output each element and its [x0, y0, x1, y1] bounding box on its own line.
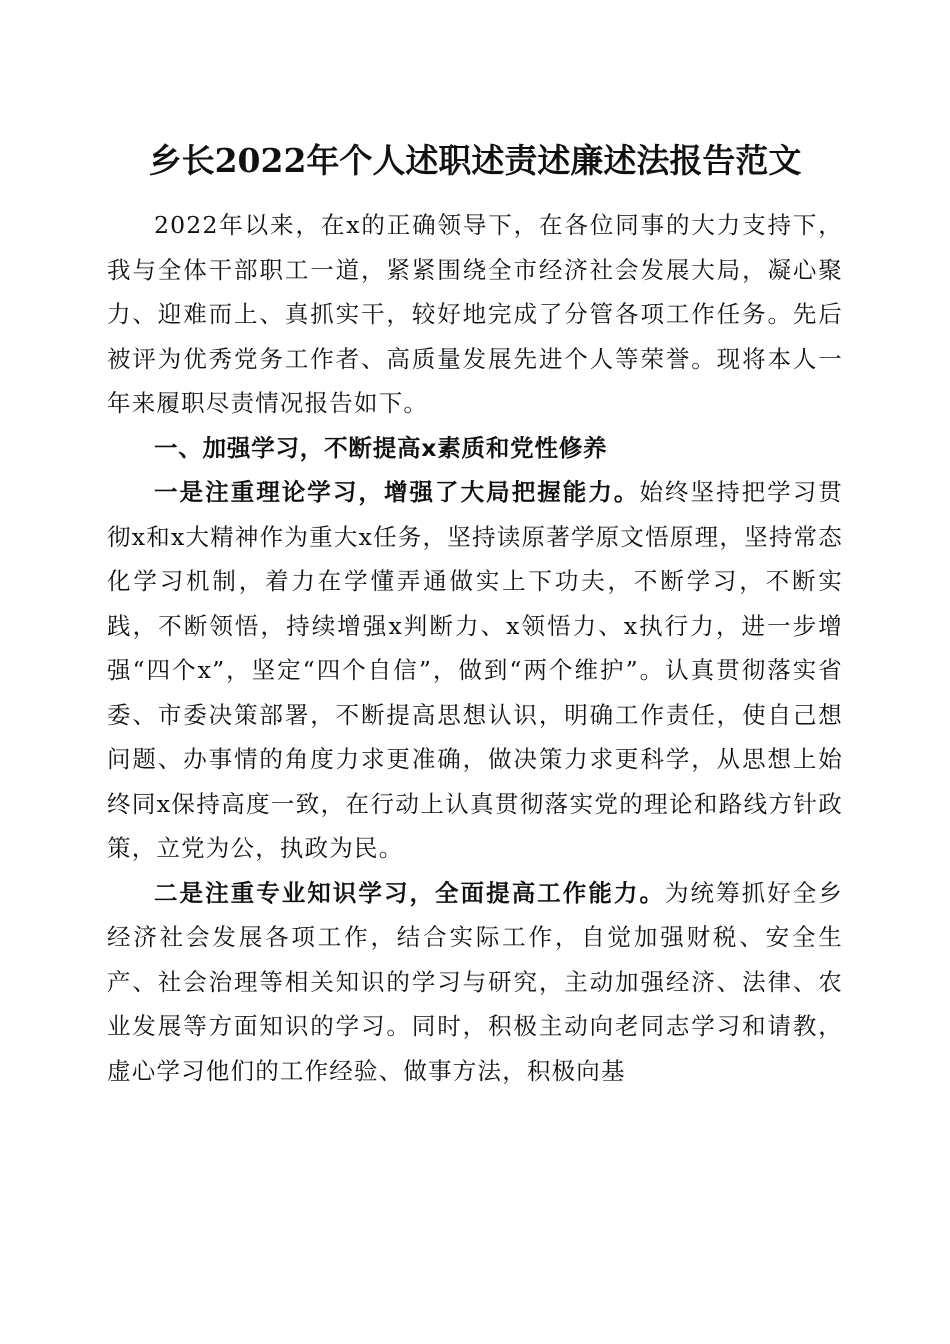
section-heading: 一、加强学习，不断提高x素质和党性修养	[154, 433, 608, 462]
intro-paragraph: 2022年以来，在x的正确领导下，在各位同事的大力支持下，我与全体干部职工一道，紧紧围绕全市经济社会发展大局，凝心聚力、迎难而上、真抓实干，较好地完成了分管各项工作任务。先后被评为优秀党务工作者、高质量发展先进个人等荣誉。现将本人一年来履职尽责情况报告如下。	[107, 211, 843, 417]
paragraph-2	[107, 871, 843, 1094]
paragraph-1	[107, 470, 843, 871]
paragraph-1-lead: 一是注重理论学习，增强了大局把握能力。	[154, 478, 640, 506]
document-title: 乡长2022年个人述职述责述廉述法报告范文	[148, 141, 802, 180]
document-body	[107, 203, 843, 1093]
paragraph-2-lead: 二是注重专业知识学习，全面提高工作能力。	[154, 878, 665, 907]
paragraph-1-body: 始终坚持把学习贯彻x和x大精神作为重大x任务，坚持读原著学原文悟原理，坚持常态化学习机制，着力在学懂弄通做实上下功夫，不断学习，不断实践，不断领悟，持续增强x判断力、x领悟力、x执行力，进一步增强“四个x”，坚定“四个自信”，做到“两个维护”。认真贯彻落实省委、市委决策部署，不断提高思想认识，明确工作责任，使自己想问题、办事情的角度力求更准确，做决策力求更科学，从思想上始终同x保持高度一致，在行动上认真贯彻落实党的理论和路线方针政策，立党为公，执政为民。	[107, 478, 843, 862]
paragraph-2-body: 为统筹抓好全乡经济社会发展各项工作，结合实际工作，自觉加强财税、安全生产、社会治理等相关知识的学习与研究，主动加强经济、法律、农业发展等方面知识的学习。同时，积极主动向老同志学习和请教，虚心学习他们的工作经验、做事方法，积极向基	[107, 878, 843, 1085]
